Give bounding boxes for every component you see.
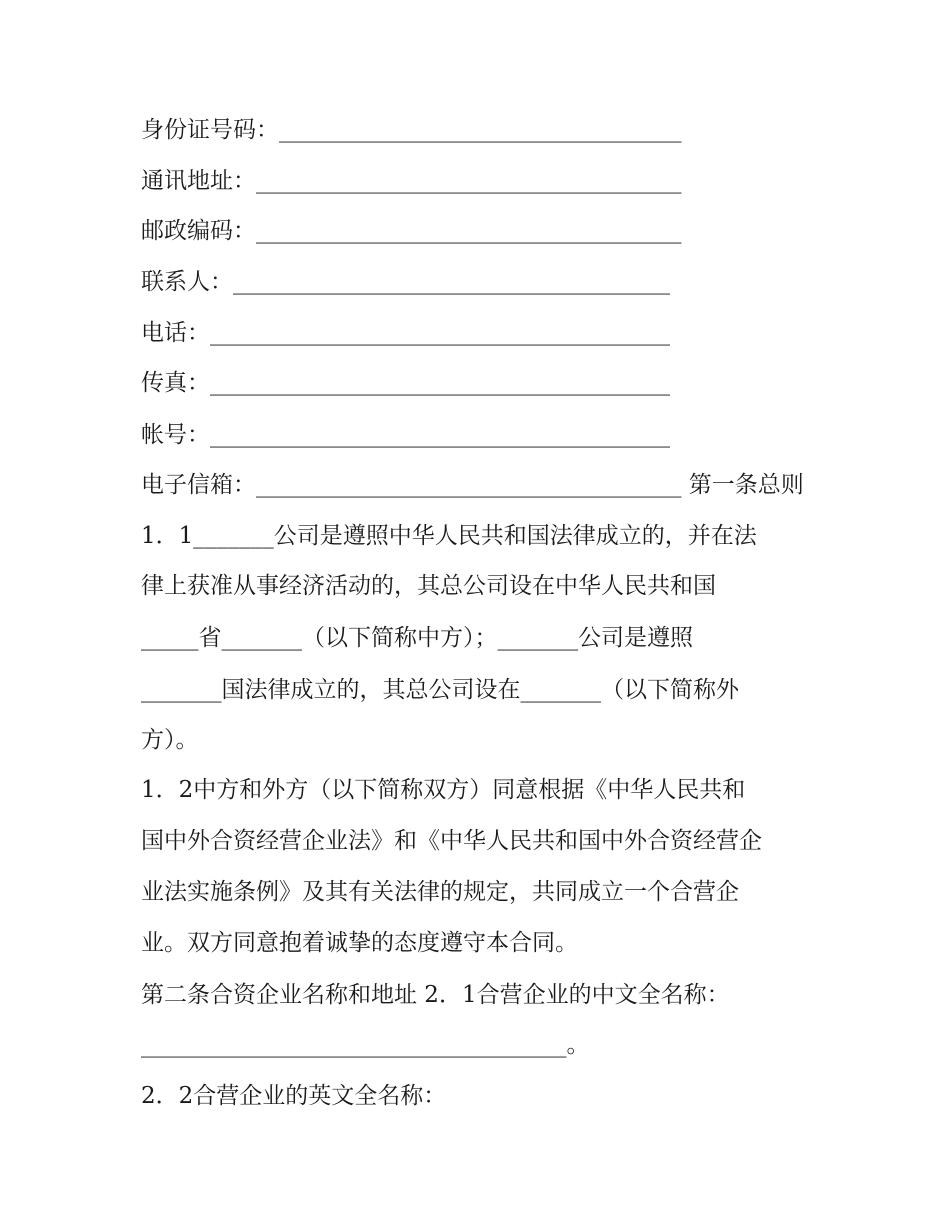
email-line: 电子信箱：_____________________________________ 第一条总则 (141, 472, 804, 498)
clause-1-1-line-4: _______国法律成立的，其总公司设在_______（以下简称外 (141, 677, 739, 703)
clause-1-1-line-1: 1．1_______公司是遵照中华人民共和国法律成立的，并在法 (141, 523, 757, 549)
clause-1-2-line-1: 1．2中方和外方（以下简称双方）同意根据《中华人民共和 (141, 777, 746, 803)
clause-1-1-line-2: 律上获准从事经济活动的，其总公司设在中华人民共和国 (141, 573, 716, 599)
article-2-heading-line: 第二条合资企业名称和地址 2．1合营企业的中文全名称： (141, 982, 730, 1008)
clause-1-1-line-3: _____省_______（以下简称中方）；_______公司是遵照 (141, 625, 693, 651)
clause-1-2-line-4: 业。双方同意抱着诚挚的态度遵守本合同。 (141, 930, 578, 956)
account-line: 帐号：________________________________________ (141, 422, 670, 448)
id-number-line: 身份证号码：___________________________________ (141, 117, 682, 143)
address-line: 通讯地址：_____________________________________ (141, 168, 682, 194)
chinese-name-blank-line: _____________________________________。 (141, 1032, 590, 1058)
clause-2-2-line: 2．2合营企业的英文全名称： (141, 1083, 447, 1109)
clause-1-2-line-3: 业法实施条例》及其有关法律的规定，共同成立一个合营企 (141, 879, 739, 905)
clause-1-1-line-5: 方）。 (141, 727, 199, 753)
postal-code-line: 邮政编码：_____________________________________ (141, 218, 682, 244)
fax-line: 传真：________________________________________ (141, 370, 670, 396)
contact-person-line: 联系人：______________________________________ (141, 269, 670, 295)
phone-line: 电话：________________________________________ (141, 320, 670, 346)
clause-1-2-line-2: 国中外合资经营企业法》和《中华人民共和国中外合资经营企 (141, 828, 762, 854)
